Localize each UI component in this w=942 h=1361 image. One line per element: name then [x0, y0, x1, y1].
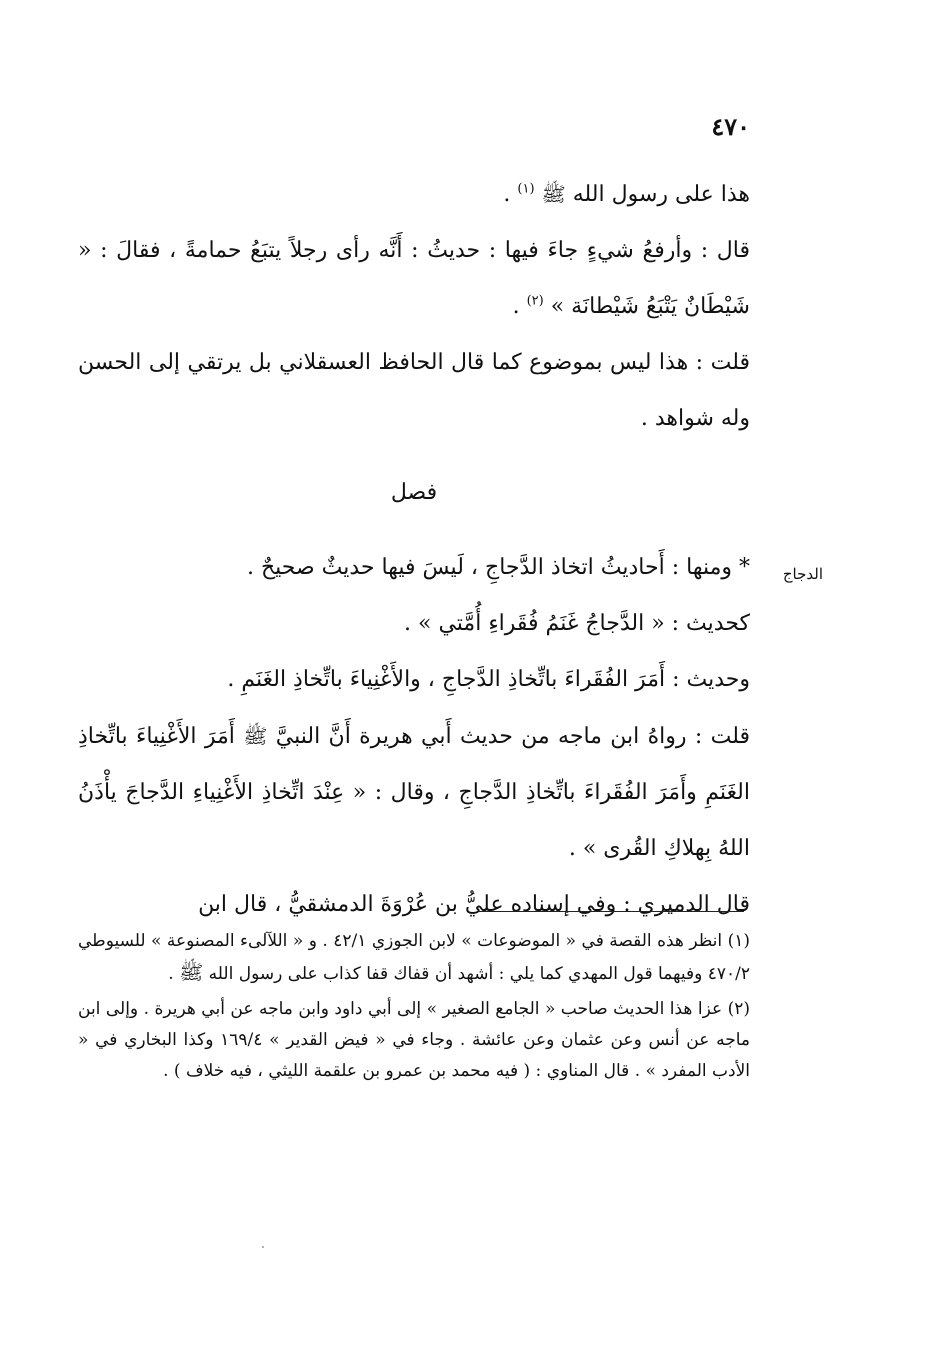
intro-line-1 — [78, 166, 750, 223]
section-para-4-text-2: أَمَرَ الأَغْنِياءَ باتِّخاذِ الغَنَمِ وأَمَرَ الفُقَراءَ باتِّخاذِ الدَّجاجِ ، وقال : « عِنْدَ اتِّخاذِ الأَغْنِياءِ الدَّجاجَ يأْذَنُ اللهُ بِهلاكِ القُرى » . — [78, 724, 750, 861]
salutation-glyph: ﷺ — [541, 182, 566, 206]
intro-para-2-end: . — [512, 294, 520, 319]
margin-note: الدجاج — [782, 565, 823, 583]
intro-line-1-text: هذا على رسول الله — [572, 182, 750, 207]
intro-para-3: قلت : هذا ليس بموضوع كما قال الحافظ العسقلاني بل يرتقي إلى الحسن وله شواهد . — [78, 350, 750, 431]
scan-speck — [262, 1246, 264, 1248]
intro-line-1-end: . — [503, 182, 511, 207]
footnotes-block — [78, 926, 750, 1091]
footnote-separator — [478, 911, 744, 912]
section-para-2: كحديث : « الدَّجاجُ غَنَمُ فُقَراءِ أُمَّتي » . — [404, 611, 750, 636]
footnote-2: (٢) عزا هذا الحديث صاحب « الجامع الصغير » إلى أبي داود وابن ماجه عن أبي هريرة . وإلى ابن ماجه عن أنس وعن عثمان وعن عائشة . وجاء في « فيض القدير » ١٦٩/٤ وكذا البخاري في « الأدب المفرد » . قال المناوي : ( فيه محمد بن عمرو بن علقمة الليثي ، فيه خلاف ) . — [78, 999, 750, 1081]
intro-para-2 — [78, 223, 750, 335]
footnote-ref-1: (١) — [517, 181, 535, 197]
section-para-4 — [78, 708, 750, 877]
section-para-1: * ومنها : أَحاديثُ اتخاذ الدَّجاجِ ، لَيسَ فيها حديثٌ صحيحٌ . — [246, 555, 750, 580]
section-para-5: قال الدميري : وفي إسناده عليُّ بن عُرْوَةَ الدمشقيُّ ، قال ابن — [198, 892, 750, 917]
section-title: فصل — [390, 480, 438, 505]
section-para-4-text-1: قلت : رواهُ ابن ماجه من حديث أَبي هريرة أَنَّ النبيَّ — [275, 724, 751, 749]
footnote-1 — [78, 926, 750, 990]
footnote-1-end: . — [168, 964, 174, 984]
salutation-glyph: ﷺ — [243, 724, 268, 748]
footnote-1-text: (١) انظر هذه القصة في « الموضوعات » لابن الجوزي ٤٢/١ . و « اللآلىء المصنوعة » للسيوطي ٤٧٠/٢ وفيهما قول المهدي كما يلي : أشهد أن قفاك قفا كذاب على رسول الله — [78, 931, 750, 984]
salutation-glyph: ﷺ — [179, 960, 204, 984]
section-para-3: وحديث : أَمَرَ الفُقَراءَ باتِّخاذِ الدَّجاجِ ، والأَغْنِياءَ باتِّخاذِ الغَنَمِ . — [227, 667, 750, 692]
intro-block — [78, 166, 750, 447]
section-block — [78, 540, 750, 933]
footnote-ref-2: (٢) — [526, 293, 544, 309]
page-number: ٤٧٠ — [711, 112, 750, 141]
intro-para-2-text: قال : وأرفعُ شيءٍ جاءَ فيها : حديثُ : أَنَّه رأى رجلاً يتبَعُ حمامةً ، فقالَ : « شَيْطَانٌ يَتْبَعُ شَيْطانَة » — [78, 238, 750, 319]
